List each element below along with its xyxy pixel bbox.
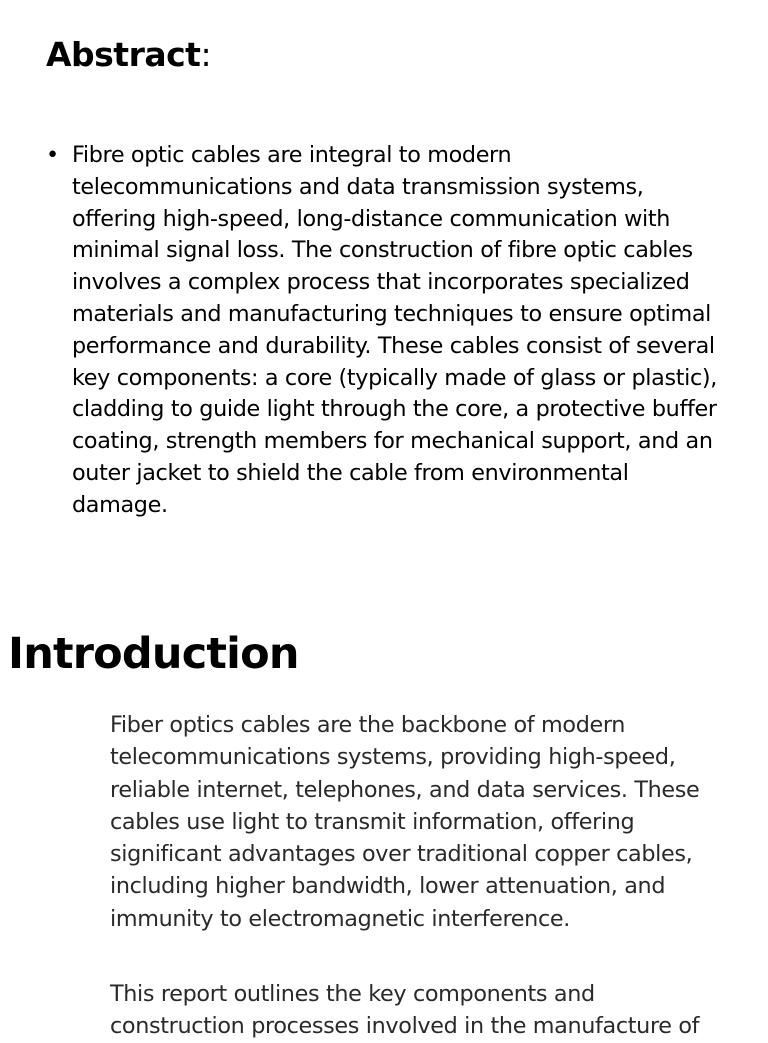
abstract-heading-colon: : [200, 35, 212, 74]
introduction-paragraph: Fiber optics cables are the backbone of modern telecommunications systems, providing high-speed, reliable internet, telephones, and data services. These cables use light to transmit information, offering significant advantages over traditional copper cables, including higher bandwidth, lower attenuation, and immunity to electromagnetic interference. [110, 712, 700, 932]
abstract-bullet-list [46, 140, 722, 522]
abstract-bullet-text: Fibre optic cables are integral to modern telecommunications and data transmission systems, offering high-speed, long-distance communication with minimal signal loss. The construction of fibre optic cables involves a complex process that incorporates specialized materials and manufacturing techniques to ensure optimal performance and durability. These cables consist of several key components: a core (typically made of glass or plastic), cladding to guide light through the core, a protective buffer coating, strength members for mechanical support, and an outer jacket to shield the cable from environmental damage. [72, 142, 717, 518]
bullet-icon: • [46, 142, 59, 168]
introduction-paragraph: This report outlines the key components and construction processes involved in the manufacture of [110, 981, 700, 1040]
abstract-bullet-item [46, 140, 722, 522]
abstract-heading-text: Abstract [46, 35, 201, 74]
abstract-heading [46, 34, 211, 76]
introduction-heading: Introduction [8, 629, 299, 679]
